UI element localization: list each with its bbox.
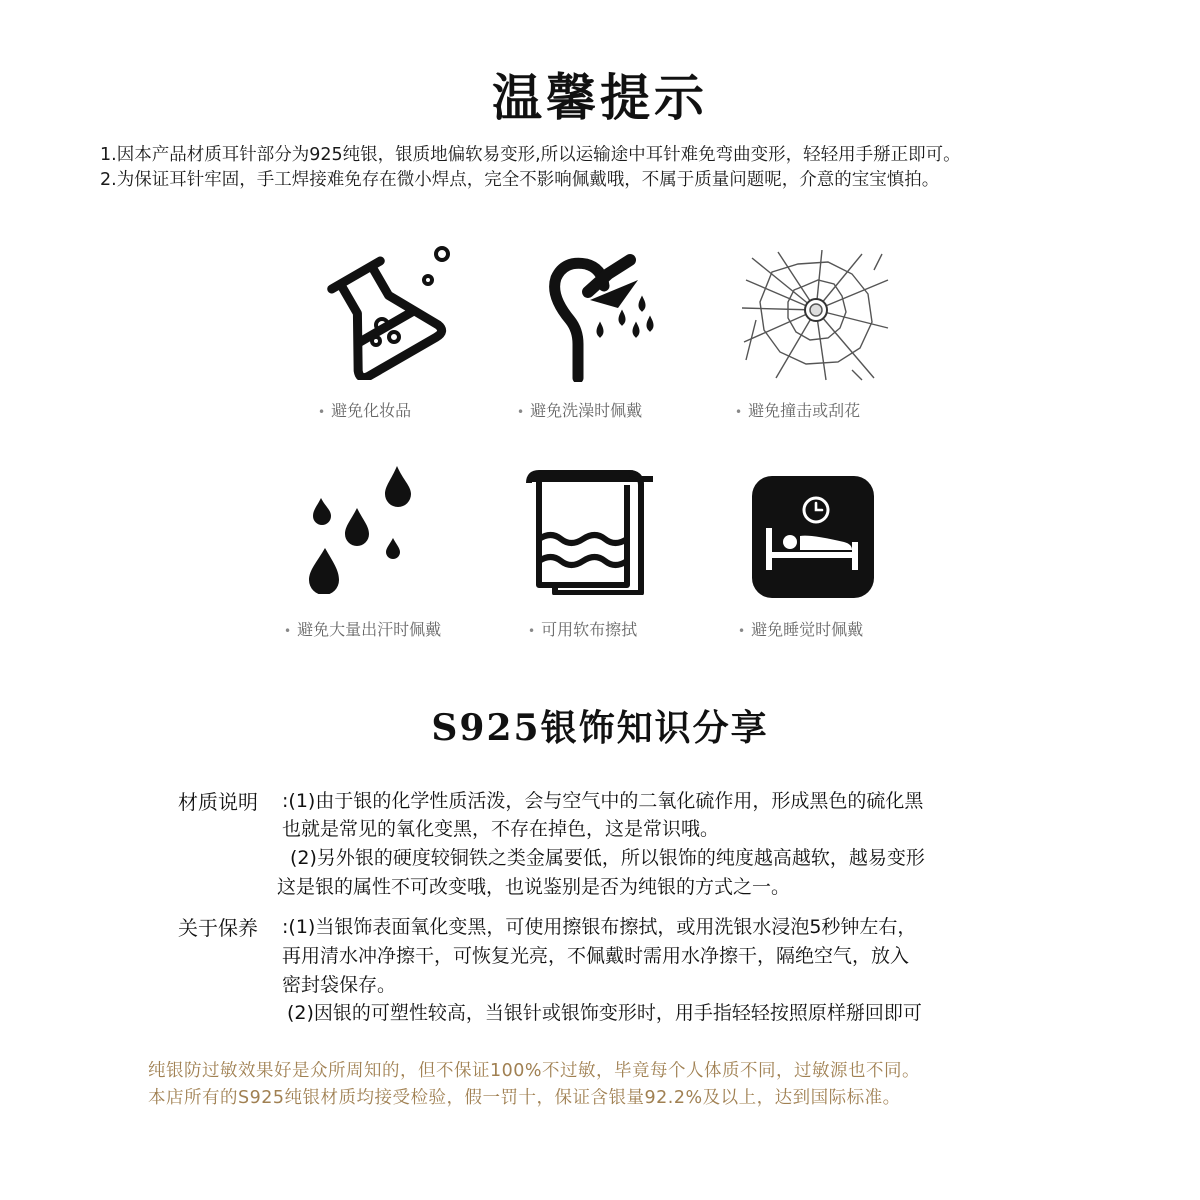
caption-label: 避免化妆品 bbox=[331, 401, 412, 420]
bullet-icon: • bbox=[517, 404, 525, 419]
bullet-icon: • bbox=[528, 623, 536, 638]
caption-shower bbox=[517, 398, 642, 421]
material-line: 这是银的属性不可改变哦，也说鉴别是否为纯银的方式之一。 bbox=[277, 876, 791, 898]
caption-sleep bbox=[738, 617, 863, 640]
care-line: :(1)当银饰表面氧化变黑，可使用擦银布擦拭，或用洗银水浸泡5秒钟左右， bbox=[282, 916, 917, 938]
caption-label: 避免大量出汗时佩戴 bbox=[297, 620, 442, 639]
notice-line: 2.为保证耳针牢固，手工焊接难免存在微小焊点，完全不影响佩戴哦，不属于质量问题呢，介意的宝宝慎拍。 bbox=[100, 170, 940, 190]
notice-line: 1.因本产品材质耳针部分为925纯银，银质地偏软易变形,所以运输途中耳针难免弯曲变形，轻轻用手掰正即可。 bbox=[100, 145, 961, 165]
flask-icon bbox=[312, 240, 452, 380]
care-line: (2)因银的可塑性较高，当银针或银饰变形时，用手指轻轻按照原样掰回即可 bbox=[287, 1002, 922, 1024]
caption-soft-cloth bbox=[528, 617, 637, 640]
caption-impact bbox=[735, 398, 860, 421]
bullet-icon: • bbox=[738, 623, 746, 638]
caption-cosmetics bbox=[318, 398, 411, 421]
bullet-icon: • bbox=[284, 623, 292, 638]
footer-line: 本店所有的S925纯银材质均接受检验，假一罚十，保证含银量92.2%及以上，达到国际标准。 bbox=[148, 1088, 901, 1108]
caption-label: 避免睡觉时佩戴 bbox=[751, 620, 864, 639]
bullet-icon: • bbox=[318, 404, 326, 419]
page-title: 温馨提示 bbox=[492, 68, 708, 127]
material-line: 也就是常见的氧化变黑，不存在掉色，这是常识哦。 bbox=[282, 818, 720, 840]
caption-label: 避免撞击或刮花 bbox=[748, 401, 861, 420]
bullet-icon: • bbox=[735, 404, 743, 419]
section-title: S925银饰知识分享 bbox=[431, 707, 769, 749]
shower-icon bbox=[530, 252, 670, 382]
water-drops-icon bbox=[305, 462, 425, 594]
material-label: 材质说明 bbox=[178, 790, 258, 814]
caption-label: 可用软布擦拭 bbox=[541, 620, 638, 639]
material-line: (2)另外银的硬度较铜铁之类金属要低，所以银饰的纯度越高越软，越易变形 bbox=[290, 847, 925, 869]
care-line: 再用清水冲净擦干，可恢复光亮，不佩戴时需用水净擦干，隔绝空气，放入 bbox=[282, 945, 910, 967]
towel-icon bbox=[525, 465, 665, 595]
footer-line: 纯银防过敏效果好是众所周知的，但不保证100%不过敏，毕竟每个人体质不同，过敏源也不同。 bbox=[148, 1061, 921, 1081]
caption-sweat bbox=[284, 617, 441, 640]
care-label: 关于保养 bbox=[178, 916, 258, 940]
caption-label: 避免洗澡时佩戴 bbox=[530, 401, 643, 420]
sleep-icon bbox=[752, 476, 874, 598]
material-line: :(1)由于银的化学性质活泼，会与空气中的二氧化硫作用，形成黑色的硫化黑 bbox=[282, 790, 924, 812]
care-line: 密封袋保存。 bbox=[282, 974, 397, 996]
cracked-glass-icon bbox=[742, 250, 890, 382]
